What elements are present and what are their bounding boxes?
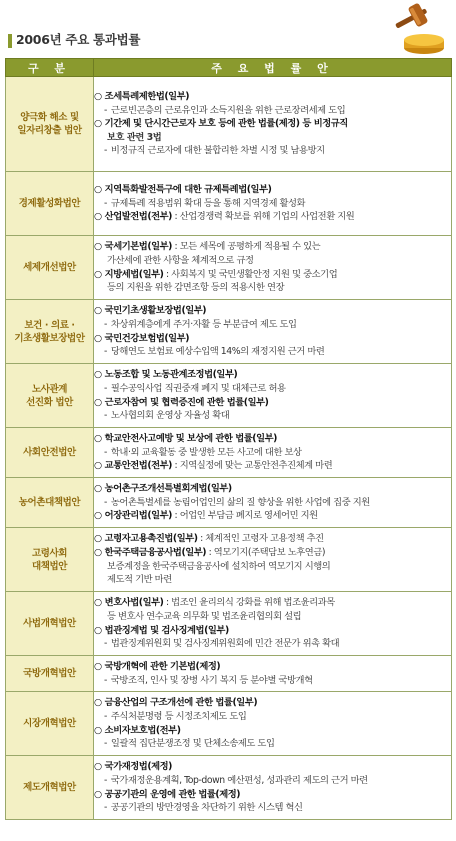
table-row	[6, 478, 452, 528]
law-description: : 지역실정에 맞는 교통안전추진체계 마련	[172, 460, 333, 472]
dash-bullet-icon: -	[104, 774, 107, 786]
law-description: 보증계정을 한국주택금융공사에 설치하여 역모기지 시행의	[107, 560, 331, 572]
dash-bullet-icon: -	[104, 738, 107, 750]
circle-bullet-icon: ○	[94, 533, 102, 545]
law-title-line	[94, 268, 451, 282]
row-category	[6, 592, 94, 656]
law-title-line	[94, 332, 451, 346]
circle-bullet-icon: ○	[94, 396, 102, 408]
law-description: : 모든 세목에 공평하게 적용될 수 있는	[172, 241, 321, 253]
row-category	[6, 364, 94, 428]
law-description: 규제특례 적용범위 확대 등을 통해 지역경제 활성화	[110, 197, 306, 209]
gavel-icon	[386, 2, 448, 58]
category-label-line: 농어촌대책법안	[18, 497, 81, 508]
title-accent-bar	[8, 34, 12, 48]
law-detail-line	[94, 710, 451, 724]
law-description: 공공기관의 방만경영을 차단하기 위한 시스템 혁신	[110, 802, 303, 814]
row-category	[6, 478, 94, 528]
law-name: 조세특례제한법(일부)	[104, 91, 190, 103]
dash-bullet-icon: -	[104, 197, 107, 209]
law-detail-line	[94, 801, 451, 815]
dash-bullet-icon: -	[104, 802, 107, 814]
table-body	[6, 77, 452, 820]
law-name: 공공기관의 운영에 관한 법률(제정)	[104, 788, 241, 800]
law-description: 국가재정운용계획, Top-down 예산편성, 성과관리 제도의 근거 마련	[110, 774, 368, 786]
table-row	[6, 364, 452, 428]
table-row	[6, 592, 452, 656]
law-name: 지방세법(일부)	[104, 268, 164, 280]
law-detail-line	[94, 560, 451, 574]
row-category	[6, 428, 94, 478]
table-row	[6, 692, 452, 756]
law-name: 한국주택금융공사법(일부)	[104, 546, 207, 558]
law-table	[5, 58, 452, 820]
circle-bullet-icon: ○	[94, 369, 102, 381]
law-description: 학내·외 교육활동 중 발생한 모든 사고에 대한 보상	[110, 446, 302, 458]
law-title-line	[94, 368, 451, 382]
law-title-line	[94, 432, 451, 446]
table-row	[6, 77, 452, 172]
dash-bullet-icon: -	[104, 710, 107, 722]
law-detail-line	[94, 737, 451, 751]
law-description: : 산업경쟁력 확보를 위해 기업의 사업전환 지원	[172, 211, 355, 223]
law-name: 지역특화발전특구에 대한 규제특례법(일부)	[104, 184, 272, 196]
law-name: 노동조합 및 노동관계조정법(일부)	[104, 369, 238, 381]
law-name: 산업발전법(전부)	[104, 211, 172, 223]
law-name: 국민기초생활보장법(일부)	[104, 305, 207, 317]
law-description: 당해연도 보험료 예상수입액 14%의 재정지원 근거 마련	[110, 346, 325, 358]
law-name: 변호사법(일부)	[104, 597, 164, 609]
row-content	[94, 756, 452, 820]
law-detail-line	[94, 144, 451, 158]
law-description: 비정규직 근로자에 대한 불합리한 차별 시정 및 남용방지	[110, 145, 325, 157]
header-content: 주 요 법 률 안	[94, 59, 452, 77]
category-label-line: 세제개선법안	[23, 262, 76, 273]
row-content	[94, 172, 452, 236]
row-content	[94, 236, 452, 300]
circle-bullet-icon: ○	[94, 546, 102, 558]
table-row	[6, 528, 452, 592]
dash-bullet-icon: -	[104, 638, 107, 650]
dash-bullet-icon: -	[104, 346, 107, 358]
category-label-line: 경제활성화법안	[18, 198, 81, 209]
dash-bullet-icon: -	[104, 496, 107, 508]
law-detail-line	[94, 496, 451, 510]
law-description: 제도적 기반 마련	[107, 574, 172, 586]
table-row	[6, 300, 452, 364]
circle-bullet-icon: ○	[94, 724, 102, 736]
law-description: 주식처분명령 등 시정조치제도 도입	[110, 710, 247, 722]
law-name: 어장관리법(일부)	[104, 510, 172, 522]
category-label-line: 양극화 해소 및	[20, 112, 79, 123]
law-name: 교통안전법(전부)	[104, 460, 172, 472]
law-name: 법관징계법 및 검사징계법(일부)	[104, 624, 229, 636]
law-description: 근로빈곤층의 근로유인과 소득지원을 위한 근로장려세제 도입	[110, 104, 346, 116]
category-label-line: 국방개혁법안	[23, 668, 76, 679]
law-title-line	[94, 210, 451, 224]
law-detail-line	[94, 345, 451, 359]
law-title-line	[94, 240, 451, 254]
category-label-line: 기초생활보장법안	[14, 332, 85, 344]
row-category	[6, 236, 94, 300]
table-row	[6, 428, 452, 478]
law-title-line	[94, 304, 451, 318]
circle-bullet-icon: ○	[94, 91, 102, 103]
law-description: 등의 지원을 위한 감면조항 등의 적용시한 연장	[107, 282, 285, 294]
law-name: 국세기본법(일부)	[104, 241, 172, 253]
circle-bullet-icon: ○	[94, 788, 102, 800]
row-content	[94, 592, 452, 656]
law-detail-line	[94, 610, 451, 624]
circle-bullet-icon: ○	[94, 624, 102, 636]
law-name: 국민건강보험법(일부)	[104, 332, 190, 344]
law-description: 차상위계층에게 주거·자활 등 부분급여 제도 도입	[110, 318, 297, 330]
dash-bullet-icon: -	[104, 104, 107, 116]
row-category	[6, 656, 94, 692]
table-row	[6, 236, 452, 300]
dash-bullet-icon: -	[104, 674, 107, 686]
law-detail-line	[94, 281, 451, 295]
law-title-line	[94, 532, 451, 546]
category-label-line: 대책법안	[31, 560, 68, 572]
circle-bullet-icon: ○	[94, 697, 102, 709]
circle-bullet-icon: ○	[94, 597, 102, 609]
law-detail-line	[94, 637, 451, 651]
law-title-line	[94, 624, 451, 638]
circle-bullet-icon: ○	[94, 211, 102, 223]
table-row	[6, 656, 452, 692]
dash-bullet-icon: -	[104, 410, 107, 422]
category-label-line: 제도개혁법안	[23, 782, 76, 793]
law-title-line	[94, 788, 451, 802]
table-header-row	[6, 59, 452, 77]
category-label-line: 시장개혁법안	[23, 718, 76, 729]
row-content	[94, 692, 452, 756]
law-description: 등 변호사 연수교육 의무화 및 법조윤리협의회 설립	[107, 610, 302, 622]
law-detail-line	[94, 131, 451, 145]
law-detail-line	[94, 774, 451, 788]
header	[0, 0, 456, 58]
law-detail-line	[94, 573, 451, 587]
law-description: 법관징계위원회 및 검사징계위원회에 민간 전문가 위촉 확대	[110, 638, 340, 650]
law-description: 노사협의회 운영상 자율성 확대	[110, 410, 230, 422]
dash-bullet-icon: -	[104, 382, 107, 394]
law-title-line	[94, 396, 451, 410]
law-detail-line	[94, 382, 451, 396]
circle-bullet-icon: ○	[94, 241, 102, 253]
law-name: 소비자보호법(전부)	[104, 724, 181, 736]
law-detail-line	[94, 197, 451, 211]
category-label-line: 일자리창출 법안	[17, 125, 82, 136]
law-title-line	[94, 482, 451, 496]
circle-bullet-icon: ○	[94, 510, 102, 522]
row-content	[94, 300, 452, 364]
circle-bullet-icon: ○	[94, 184, 102, 196]
circle-bullet-icon: ○	[94, 268, 102, 280]
law-detail-line	[94, 446, 451, 460]
law-title-line	[94, 760, 451, 774]
law-description: : 법조인 윤리의식 강화를 위해 법조윤리과목	[163, 597, 335, 609]
law-description: 농어촌특별세를 농림어업인의 삶의 질 향상을 위한 사업에 집중 지원	[110, 496, 370, 508]
law-description: 국방조직, 인사 및 장병 사기 복지 등 분야별 국방개혁	[110, 674, 313, 686]
law-description: : 어업인 부담금 폐지로 영세어민 지원	[172, 510, 318, 522]
category-label-line: 보건 · 의료 ·	[24, 319, 75, 331]
row-category	[6, 756, 94, 820]
row-category	[6, 77, 94, 172]
law-name: 학교안전사고예방 및 보상에 관한 법률(일부)	[104, 433, 277, 445]
law-detail-line	[94, 674, 451, 688]
circle-bullet-icon: ○	[94, 118, 102, 130]
law-name: 농어촌구조개선특별회계법(일부)	[104, 483, 232, 495]
law-title-line	[94, 660, 451, 674]
table-row	[6, 172, 452, 236]
row-category	[6, 300, 94, 364]
law-description: 필수공익사업 직권중재 폐지 및 대체근로 허용	[110, 382, 286, 394]
law-title-line	[94, 546, 451, 560]
circle-bullet-icon: ○	[94, 433, 102, 445]
page-title: 2006년 주요 통과법률	[16, 32, 141, 47]
law-name: 고령자고용촉진법(일부)	[104, 533, 198, 545]
header-category: 구 분	[6, 59, 94, 77]
dash-bullet-icon: -	[104, 446, 107, 458]
circle-bullet-icon: ○	[94, 483, 102, 495]
law-title-line	[94, 509, 451, 523]
law-name: 기간제 및 단시간근로자 보호 등에 관한 법률(제정) 등 비정규직	[104, 118, 348, 130]
circle-bullet-icon: ○	[94, 660, 102, 672]
law-name: 국가재정법(제정)	[104, 761, 172, 773]
law-title-line	[94, 724, 451, 738]
law-name: 금융산업의 구조개선에 관한 법률(일부)	[104, 697, 258, 709]
category-label-line: 사법개혁법안	[23, 618, 76, 629]
circle-bullet-icon: ○	[94, 332, 102, 344]
law-title-line	[94, 90, 451, 104]
row-content	[94, 528, 452, 592]
row-content	[94, 656, 452, 692]
row-content	[94, 364, 452, 428]
row-category	[6, 528, 94, 592]
circle-bullet-icon: ○	[94, 305, 102, 317]
circle-bullet-icon: ○	[94, 460, 102, 472]
law-detail-line	[94, 254, 451, 268]
law-title-line	[94, 696, 451, 710]
circle-bullet-icon: ○	[94, 761, 102, 773]
category-label-line: 선진화 법안	[26, 396, 73, 408]
law-title-line	[94, 596, 451, 610]
law-title-line	[94, 117, 451, 131]
category-label-line: 노사관계	[31, 383, 68, 395]
row-content	[94, 77, 452, 172]
law-description: : 사회복지 및 국민생활안정 지원 및 중소기업	[163, 268, 338, 280]
law-detail-line	[94, 318, 451, 332]
law-description: 일괄적 집단분쟁조정 및 단체소송제도 도입	[110, 738, 275, 750]
row-category	[6, 172, 94, 236]
table-row	[6, 756, 452, 820]
law-detail-line	[94, 409, 451, 423]
dash-bullet-icon: -	[104, 145, 107, 157]
row-content	[94, 428, 452, 478]
law-name: 보호 관련 3법	[107, 131, 162, 143]
law-name: 근로자참여 및 협력증진에 관한 법률(일부)	[104, 396, 269, 408]
law-title-line	[94, 183, 451, 197]
category-label-line: 고령사회	[31, 547, 68, 559]
law-description: : 역모기지(주택담보 노후연금)	[206, 546, 326, 558]
law-description: 가산세에 관한 사항을 체계적으로 규정	[107, 254, 254, 266]
row-category	[6, 692, 94, 756]
row-content	[94, 478, 452, 528]
dash-bullet-icon: -	[104, 318, 107, 330]
law-name: 국방개혁에 관한 기본법(제정)	[104, 660, 221, 672]
law-detail-line	[94, 104, 451, 118]
category-label-line: 사회안전법안	[23, 447, 76, 458]
law-title-line	[94, 459, 451, 473]
law-description: : 체계적인 고령자 고용정책 추진	[197, 533, 324, 545]
